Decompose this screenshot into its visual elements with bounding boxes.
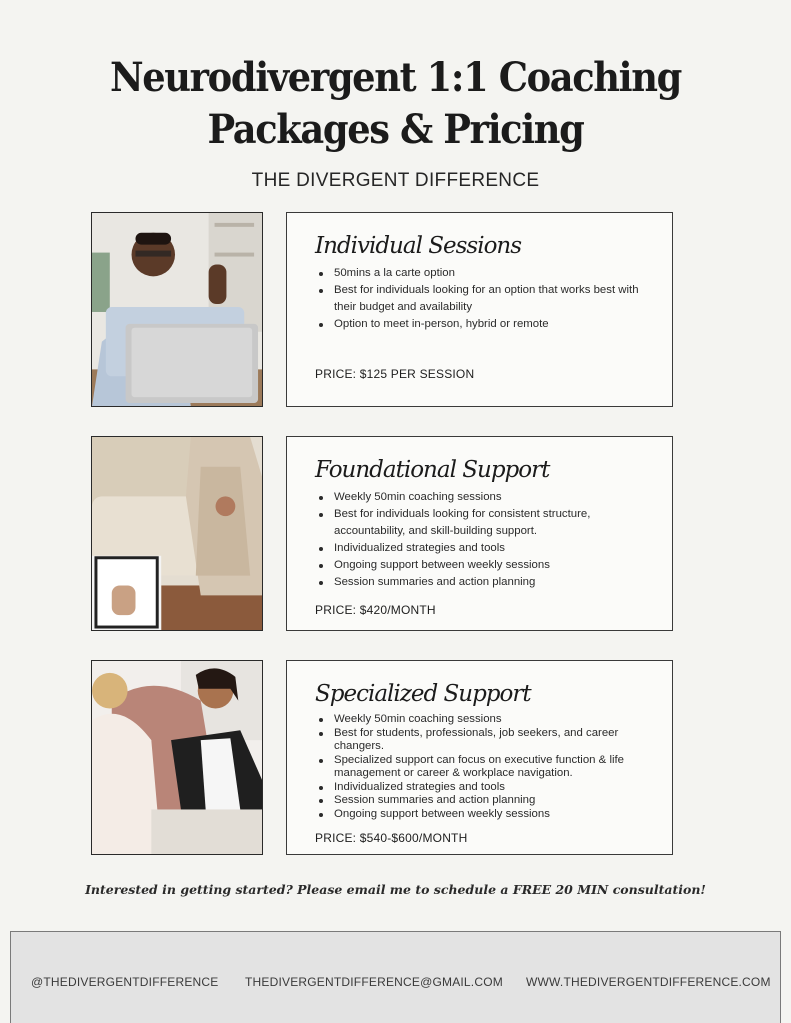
package-title: Individual Sessions (315, 233, 522, 259)
list-item: Weekly 50min coaching sessions (315, 489, 652, 506)
brand-subtitle: THE DIVERGENT DIFFERENCE (251, 170, 540, 191)
list-item: Individualized strategies and tools (315, 781, 652, 795)
list-item: Ongoing support between weekly sessions (315, 557, 652, 574)
list-item: 50mins a la carte option (315, 265, 652, 282)
package-price: PRICE: $125 PER SESSION (315, 367, 475, 381)
title-line-2: Packages & Pricing (207, 106, 584, 153)
social-handle[interactable]: @THEDIVERGENTDIFFERENCE (31, 975, 219, 989)
package-card-individual (286, 212, 673, 407)
call-to-action: Interested in getting started? Please email me to schedule a FREE 20 MIN consultation! (85, 882, 706, 897)
photo-individual-sessions (91, 212, 263, 407)
package-title: Foundational Support (315, 457, 550, 483)
list-item: Weekly 50min coaching sessions (315, 713, 652, 727)
website-link[interactable]: WWW.THEDIVERGENTDIFFERENCE.COM (526, 975, 771, 989)
list-item: Session summaries and action planning (315, 794, 652, 808)
package-card-foundational (286, 436, 673, 631)
photo-specialized-support (91, 660, 263, 855)
package-card-specialized (286, 660, 673, 855)
package-price: PRICE: $540-$600/MONTH (315, 831, 468, 845)
package-bullets (315, 489, 652, 591)
list-item: Best for students, professionals, job seekers, and career changers. (315, 727, 652, 754)
list-item: Best for individuals looking for an option that works best with their budget and availability (315, 282, 652, 316)
page-title (32, 52, 760, 156)
package-title: Specialized Support (315, 681, 531, 707)
email-link[interactable]: THEDIVERGENTDIFFERENCE@GMAIL.COM (245, 975, 503, 989)
list-item: Specialized support can focus on executive function & life management or career & workplace navigation. (315, 754, 652, 781)
title-line-1: Neurodivergent 1:1 Coaching (109, 54, 682, 101)
package-price: PRICE: $420/MONTH (315, 603, 436, 617)
contact-footer (10, 931, 781, 1023)
package-bullets (315, 265, 652, 333)
list-item: Individualized strategies and tools (315, 540, 652, 557)
package-bullets (315, 713, 652, 821)
photo-foundational-support (91, 436, 263, 631)
list-item: Option to meet in-person, hybrid or remote (315, 316, 652, 333)
list-item: Session summaries and action planning (315, 574, 652, 591)
list-item: Ongoing support between weekly sessions (315, 808, 652, 822)
list-item: Best for individuals looking for consistent structure, accountability, and skill-building support. (315, 506, 652, 540)
